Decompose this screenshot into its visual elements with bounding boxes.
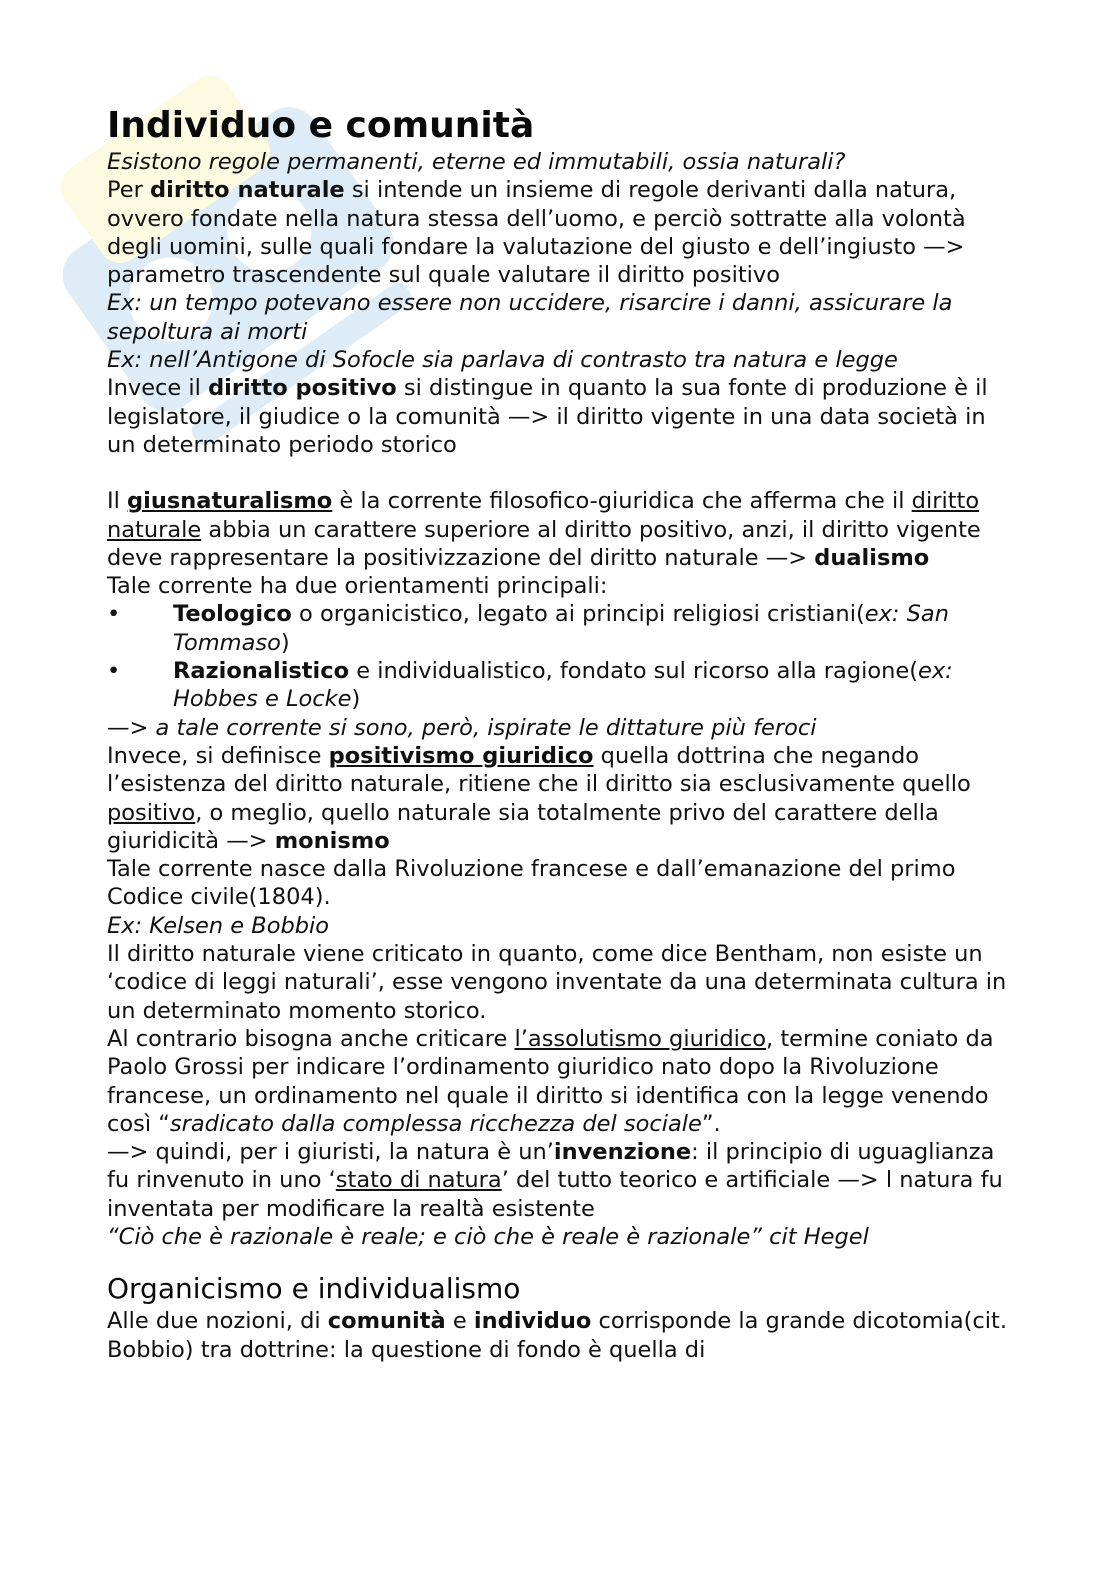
paragraph-dicotomia: Alle due nozioni, di comunità e individuo corrisponde la grande dicotomia(cit. Bobbio) tra dottrine: la questione di fondo è quella di bbox=[107, 1308, 1007, 1363]
paragraph-bentham: Il diritto naturale viene criticato in quanto, come dice Bentham, non esiste un ‘codice di leggi naturali’, esse vengono inventate da una determinata cultura in un determinato momento storico. bbox=[107, 941, 1007, 1024]
paragraph-diritto-naturale: Per diritto naturale si intende un insieme di regole derivanti dalla natura, ovvero fondate nella natura stessa dell’uomo, e perciò sottratte alla volontà degli uomini, sulle quali fondare la valutazione del giusto e dell’ingiusto —> parametro trascendente sul quale valutare il diritto positivo bbox=[107, 177, 966, 289]
paragraph-assolutismo: Al contrario bisogna anche criticare l’assolutismo giuridico, termine coniato da Paolo Grossi per indicare l’ordinamento giuridico nato dopo la Rivoluzione francese, un ordinamento nel quale il diritto si identifica con la legge venendo così “sradicato dalla complessa ricchezza del sociale”. bbox=[107, 1025, 994, 1137]
example-1: Ex: un tempo potevano essere non uccidere, risarcire i danni, assicurare la sepoltura ai morti bbox=[107, 290, 953, 345]
paragraph-diritto-positivo: Invece il diritto positivo si distingue in quanto la sua fonte di produzione è il legislatore, il giudice o la comunità —> il diritto vigente in una data società in un determinato periodo storico bbox=[107, 375, 988, 458]
bullet-icon: • bbox=[107, 601, 121, 628]
list-item: • Razionalistico e individualistico, fondato sul ricorso alla ragione(ex: Hobbes e Locke) bbox=[107, 658, 953, 713]
paragraph-positivismo: Invece, si definisce positivismo giuridico quella dottrina che negando l’esistenza del diritto naturale, ritiene che il diritto sia esclusivamente quello positivo, o meglio, quello naturale sia totalmente privo del carattere della giuridicità —> monismo bbox=[107, 742, 971, 854]
spacer bbox=[107, 1251, 1017, 1271]
example-3: Ex: Kelsen e Bobbio bbox=[107, 912, 330, 939]
paragraph-rivoluzione: Tale corrente nasce dalla Rivoluzione francese e dall’emanazione del primo Codice civile(1804). bbox=[107, 856, 956, 911]
document-body bbox=[107, 104, 1017, 1364]
paragraph-giusnaturalismo: Il giusnaturalismo è la corrente filosofico-giuridica che afferma che il diritto naturale abbia un carattere superiore al diritto positivo, anzi, il diritto vigente deve rappresentare la positivizzazione del diritto naturale —> dualismo bbox=[107, 488, 981, 571]
quote-hegel: “Ciò che è razionale è reale; e ciò che è reale è razionale” cit Hegel bbox=[107, 1223, 869, 1250]
intro-question: Esistono regole permanenti, eterne ed immutabili, ossia naturali? bbox=[107, 149, 846, 175]
bullet-icon: • bbox=[107, 658, 121, 685]
example-2: Ex: nell’Antigone di Sofocle sia parlava di contrasto tra natura e legge bbox=[107, 347, 898, 374]
note-dittature: —> a tale corrente si sono, però, ispirate le dittature più feroci bbox=[107, 714, 817, 741]
paragraph-invenzione: —> quindi, per i giuristi, la natura è un’invenzione: il principio di uguaglianza fu rinvenuto in uno ‘stato di natura’ del tutto teorico e artificiale —> l natura fu inventata per modificare la realtà esistente bbox=[107, 1139, 1003, 1222]
list-item: • Teologico o organicistico, legato ai principi religiosi cristiani(ex: San Tommaso) bbox=[107, 601, 949, 656]
section-heading: Organicismo e individualismo bbox=[107, 1272, 521, 1306]
spacer bbox=[107, 459, 1017, 487]
paragraph-orientamenti: Tale corrente ha due orientamenti principali: bbox=[107, 573, 608, 600]
page-title: Individuo e comunità bbox=[107, 105, 535, 146]
